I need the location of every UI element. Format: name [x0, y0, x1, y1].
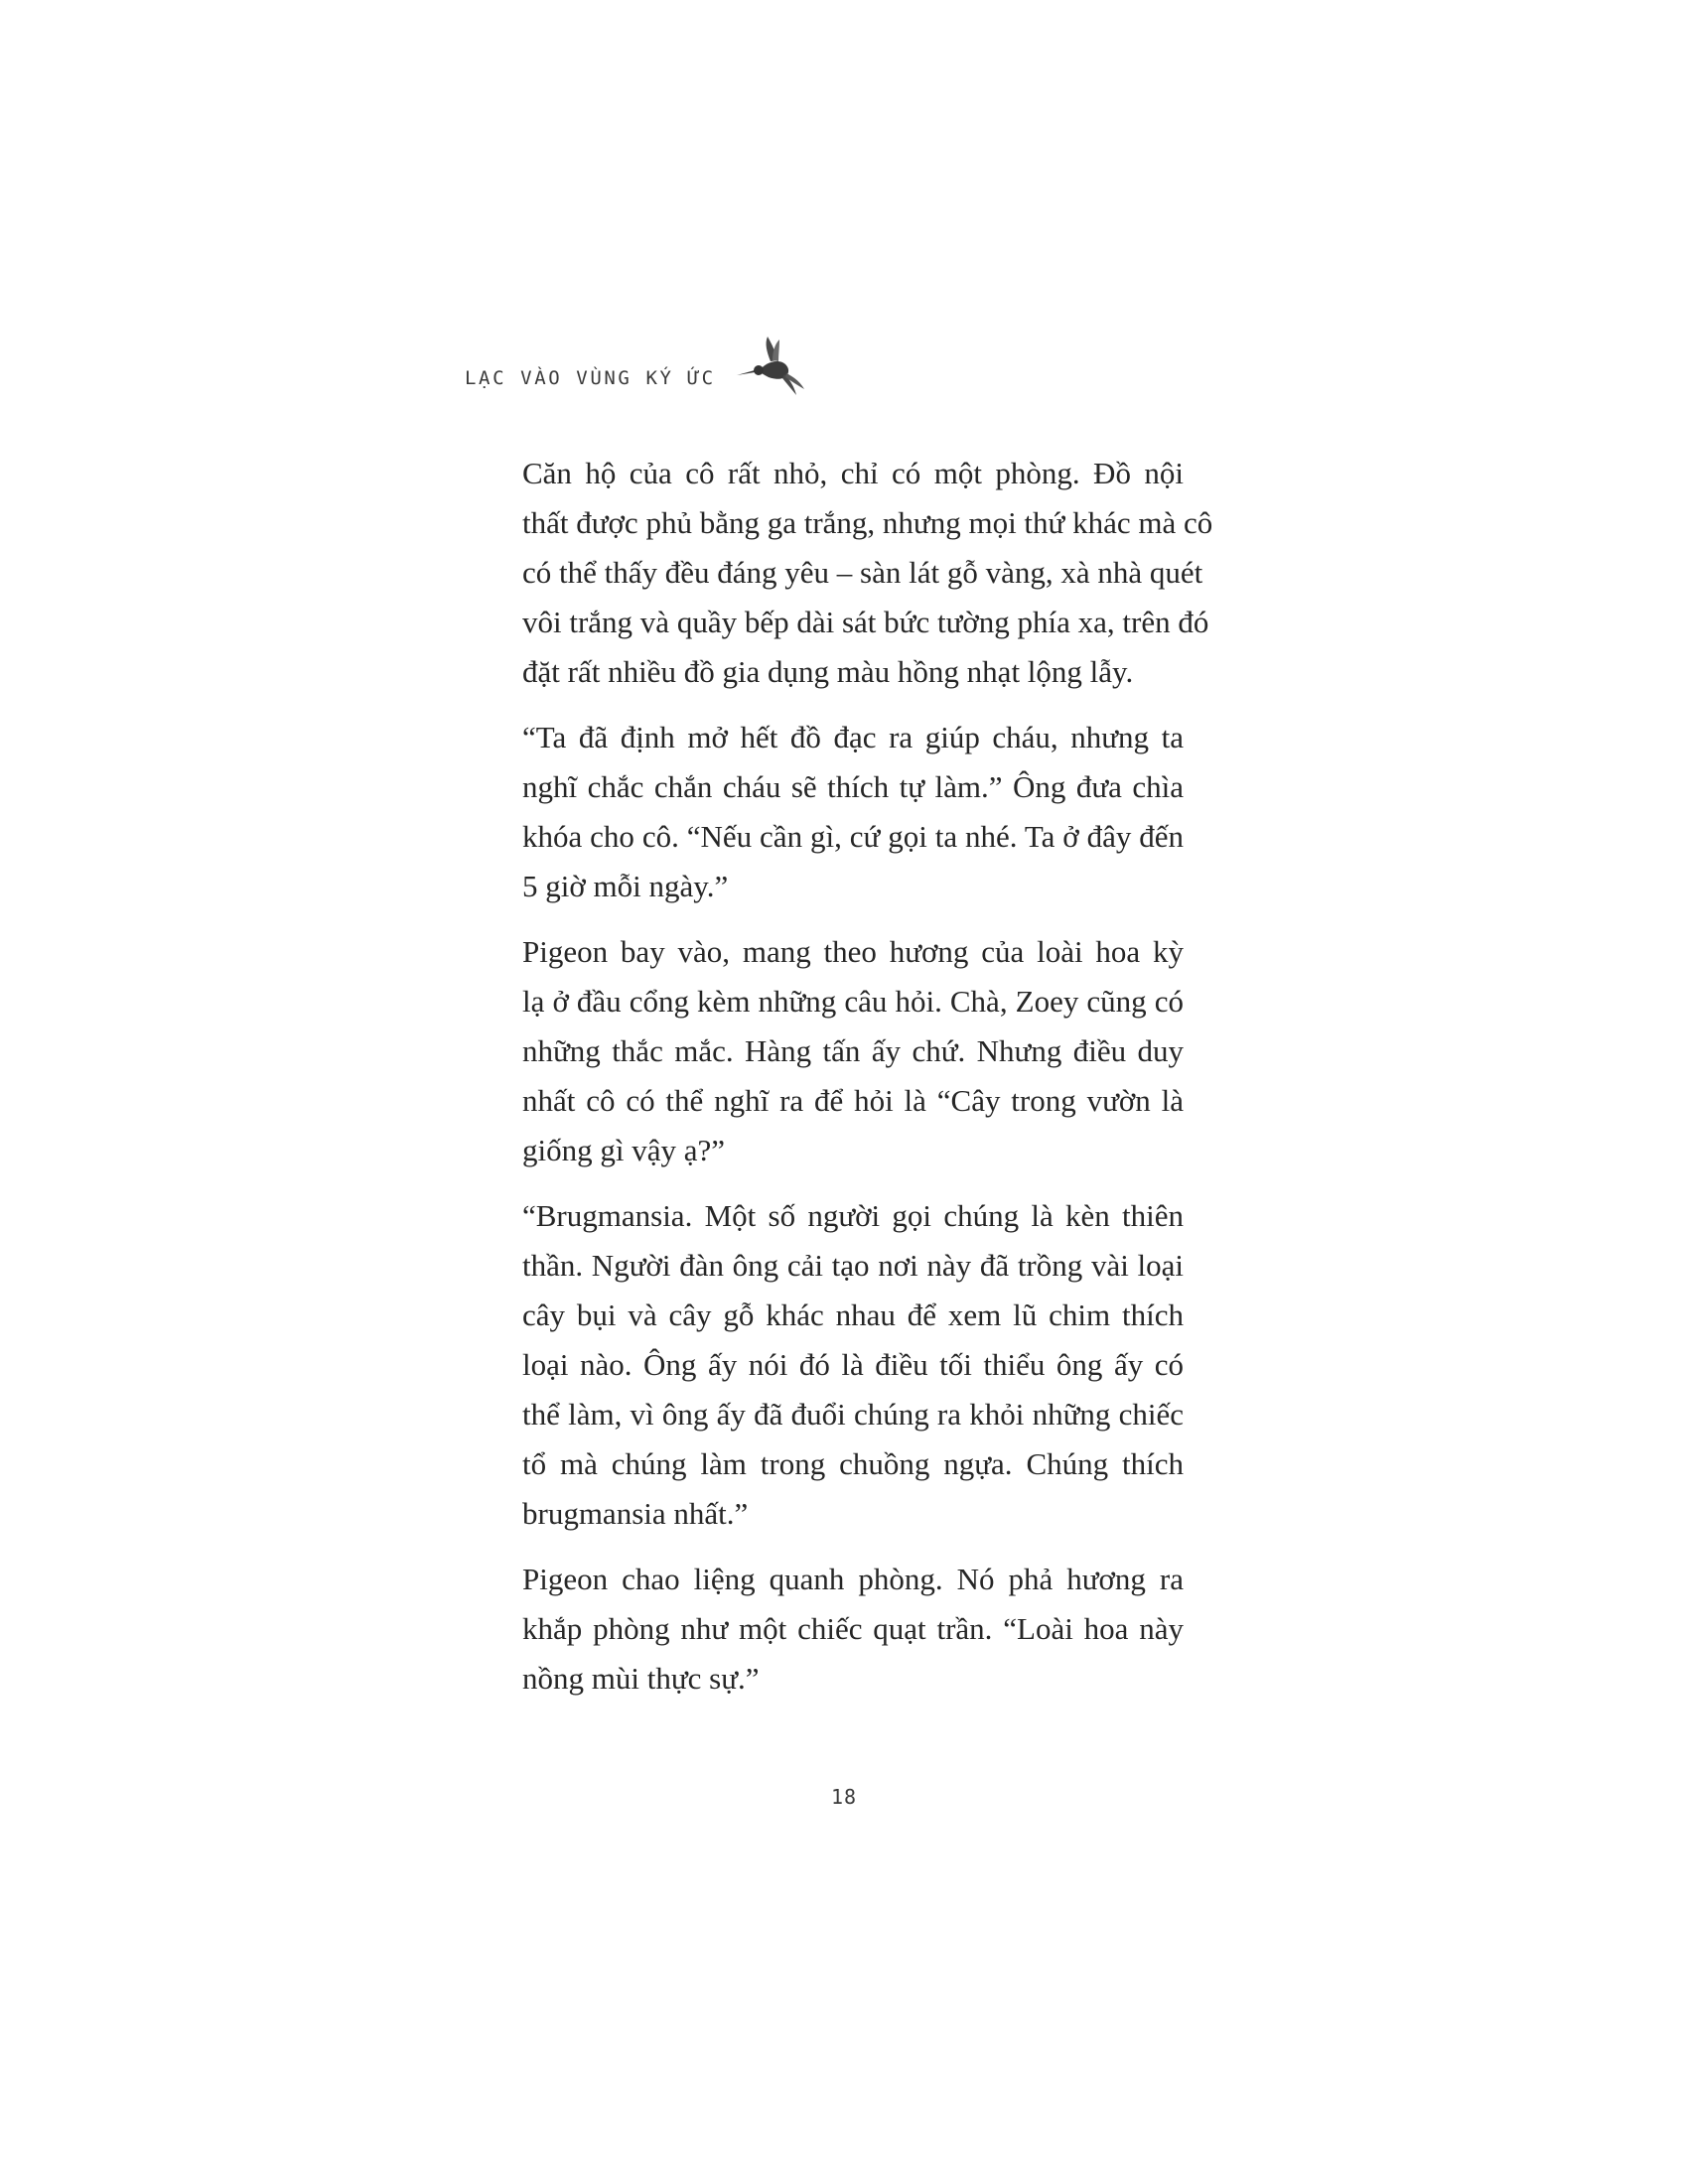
body-text: [483, 449, 1213, 1719]
text-line: thể làm, vì ông ấy đã đuổi chúng ra khỏi những chiếc: [522, 1397, 1184, 1432]
text-line: brugmansia nhất.”: [522, 1496, 749, 1531]
text-line: Pigeon bay vào, mang theo hương của loài hoa kỳ: [522, 934, 1184, 969]
text-line: đặt rất nhiều đồ gia dụng màu hồng nhạt lộng lẫy.: [522, 654, 1134, 689]
text-line: thất được phủ bằng ga trắng, nhưng mọi thứ khác mà cô: [522, 505, 1213, 540]
paragraph: [483, 449, 1213, 697]
text-line: loại nào. Ông ấy nói đó là điều tối thiểu ông ấy có: [522, 1347, 1184, 1382]
paragraph: [483, 713, 1184, 911]
text-line: khóa cho cô. “Nếu cần gì, cứ gọi ta nhé. Ta ở đây đến: [522, 819, 1184, 854]
text-line: nồng mùi thực sự.”: [522, 1661, 760, 1696]
paragraph: [483, 1555, 1184, 1704]
running-header: [465, 336, 822, 415]
text-line: nghĩ chắc chắn cháu sẽ thích tự làm.” Ông đưa chìa: [522, 769, 1184, 804]
text-line: giống gì vậy ạ?”: [522, 1133, 726, 1167]
text-line: “Ta đã định mở hết đồ đạc ra giúp cháu, nhưng ta: [522, 720, 1184, 754]
hummingbird-icon: [735, 336, 810, 397]
book-title: LẠC VÀO VÙNG KÝ ỨC: [465, 367, 716, 389]
text-line: “Brugmansia. Một số người gọi chúng là kèn thiên: [522, 1198, 1184, 1233]
text-line: 5 giờ mỗi ngày.”: [522, 869, 729, 903]
text-line: nhất cô có thể nghĩ ra để hỏi là “Cây trong vườn là: [522, 1083, 1184, 1118]
text-line: có thể thấy đều đáng yêu – sàn lát gỗ vàng, xà nhà quét: [522, 555, 1203, 590]
text-line: lạ ở đầu cổng kèm những câu hỏi. Chà, Zoey cũng có: [522, 984, 1184, 1019]
text-line: thần. Người đàn ông cải tạo nơi này đã trồng vài loại: [522, 1248, 1184, 1283]
text-line: vôi trắng và quầy bếp dài sát bức tường phía xa, trên đó: [522, 605, 1209, 639]
text-line: cây bụi và cây gỗ khác nhau để xem lũ chim thích: [522, 1297, 1184, 1332]
paragraph: [483, 1191, 1184, 1539]
text-line: Pigeon chao liệng quanh phòng. Nó phả hương ra: [522, 1562, 1184, 1596]
paragraph: [483, 927, 1184, 1175]
text-line: tổ mà chúng làm trong chuồng ngựa. Chúng thích: [522, 1446, 1184, 1481]
text-line: những thắc mắc. Hàng tấn ấy chứ. Nhưng điều duy: [522, 1033, 1184, 1068]
text-line: khắp phòng như một chiếc quạt trần. “Loài hoa này: [522, 1611, 1184, 1646]
text-line: Căn hộ của cô rất nhỏ, chỉ có một phòng. Đồ nội: [522, 456, 1184, 490]
page-number: 18: [830, 1785, 858, 1809]
